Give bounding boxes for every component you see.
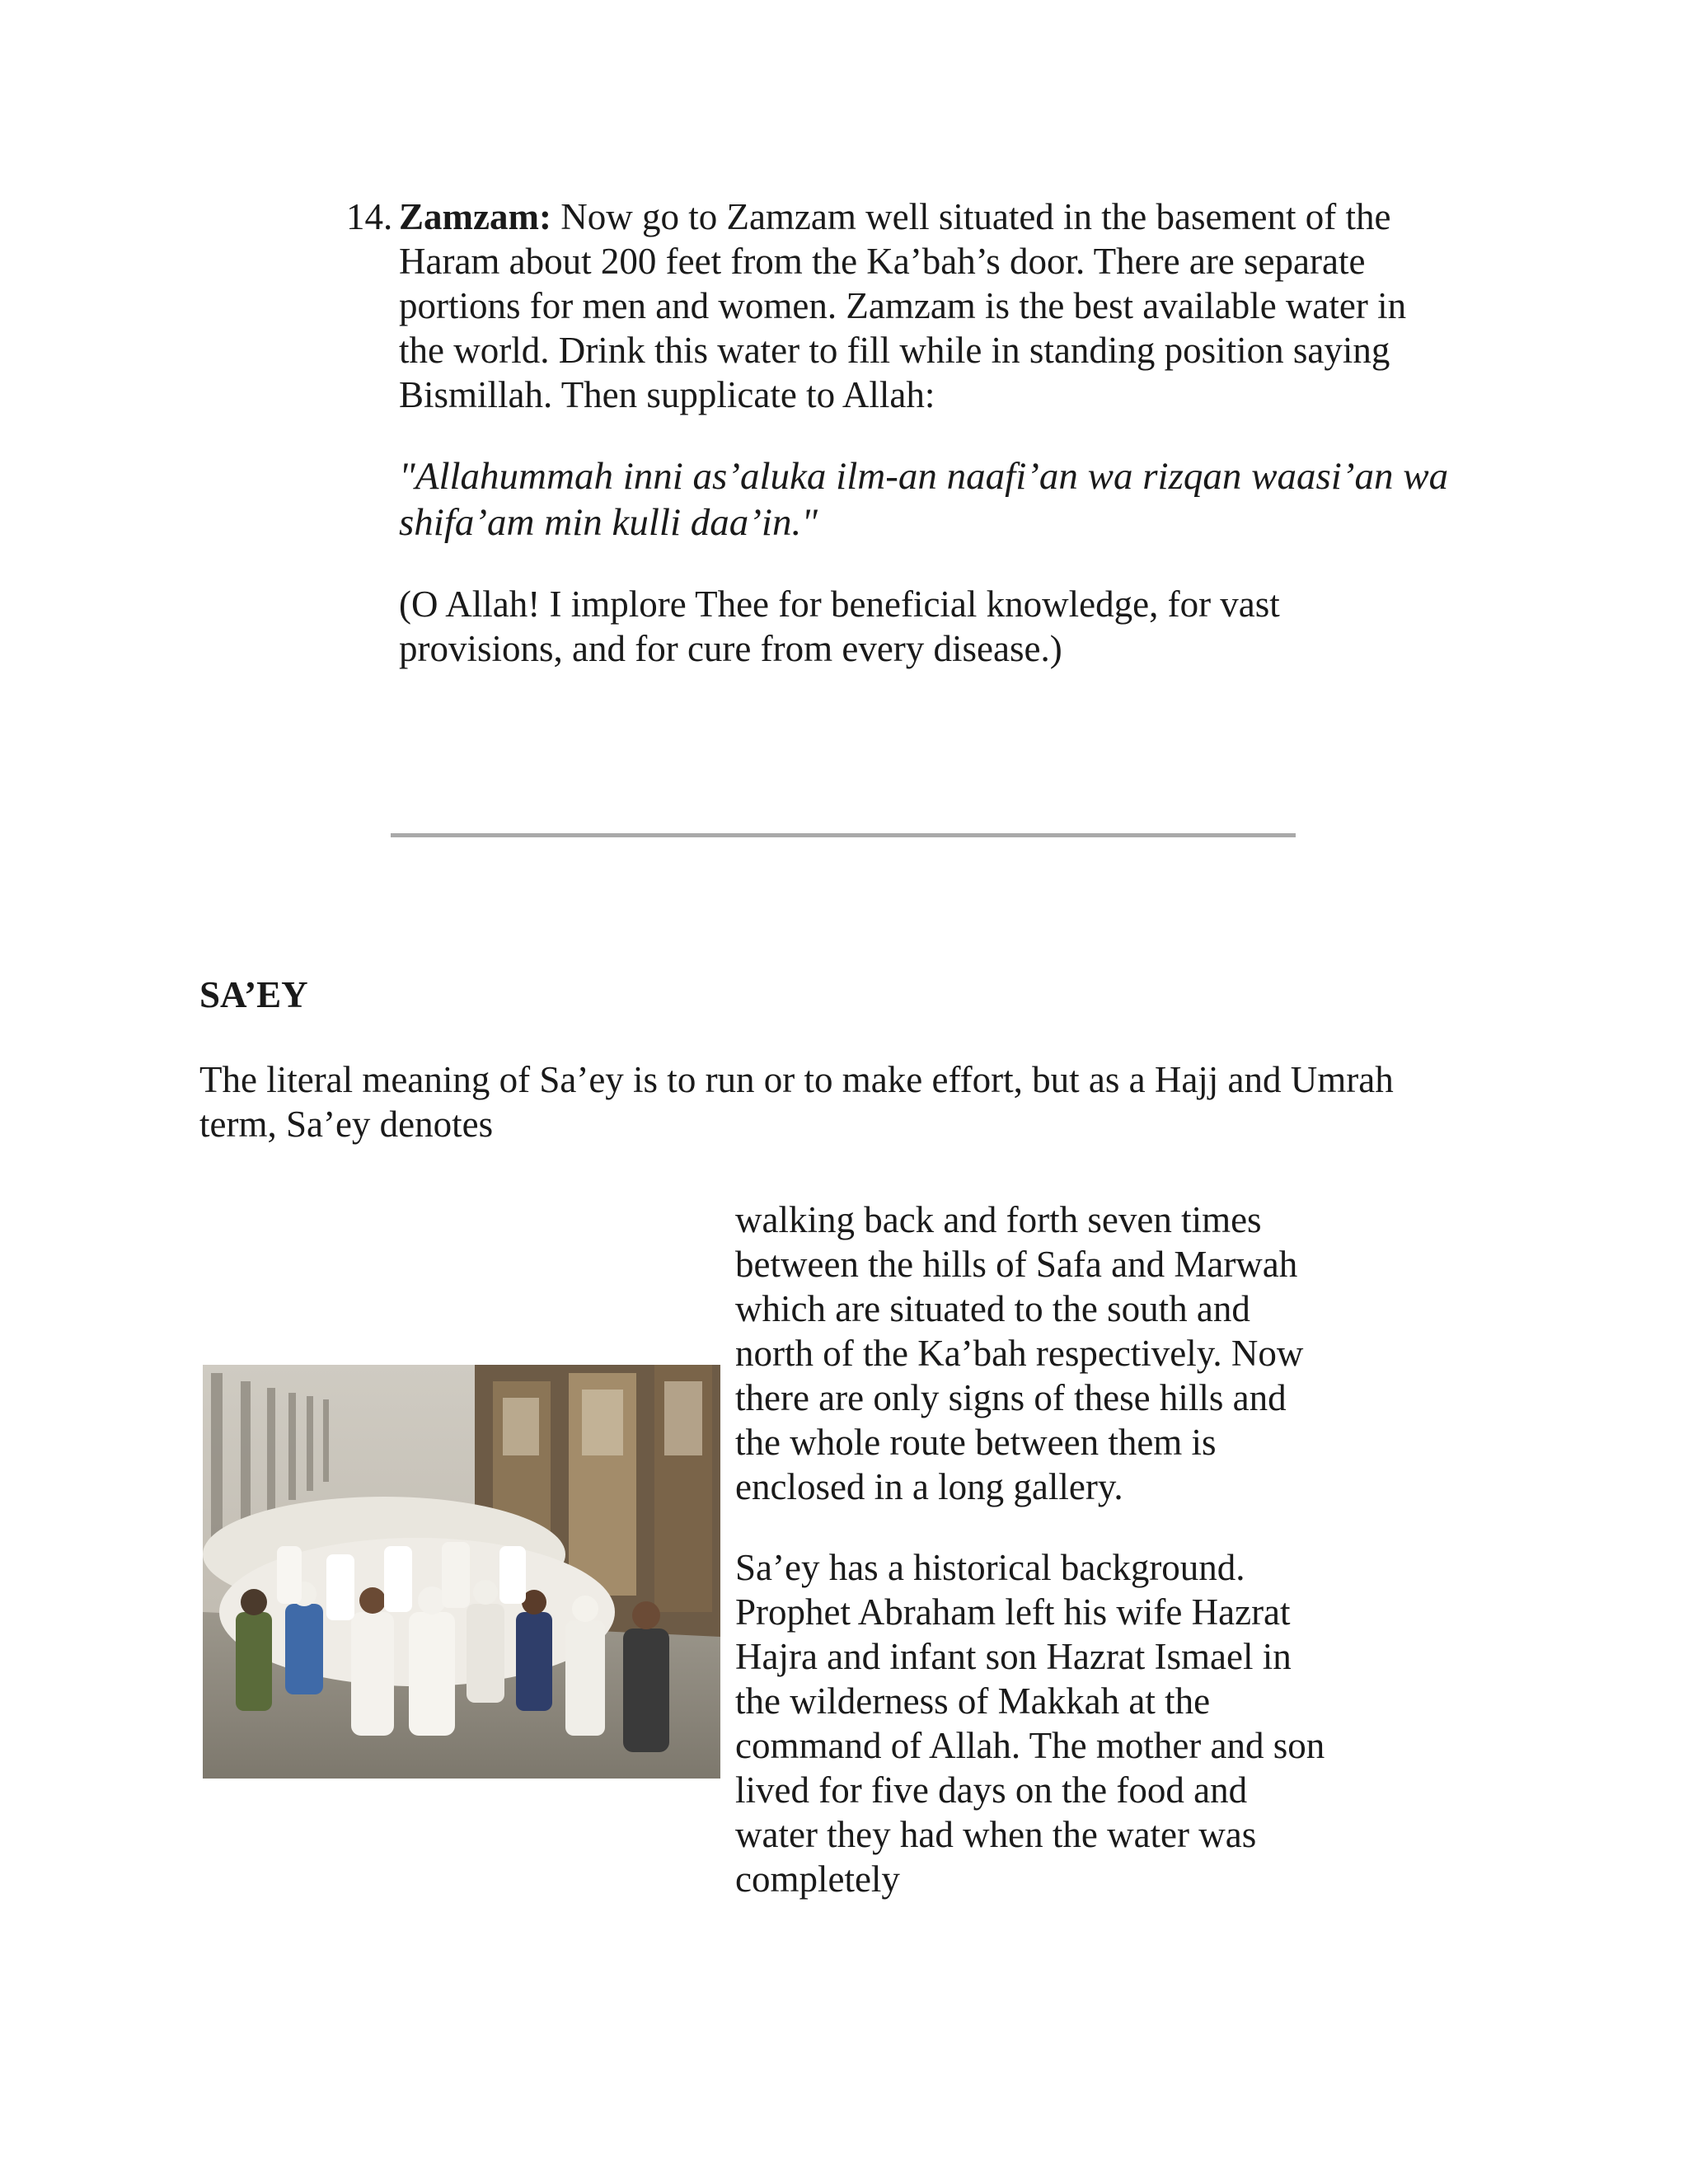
paragraph-saey-description: walking back and forth seven times between the hills of Safa and Marwah which are situated to the south and north of the Ka’bah respectively. Now there are only signs of these hills and the whole route between them is enclosed in a long gallery.	[735, 1199, 1304, 1507]
text-column	[735, 1197, 1329, 1901]
numbered-item-14	[346, 194, 1451, 671]
photo-illustration	[203, 1365, 720, 1779]
supplication-text: "Allahummah inni as’aluka ilm-an naafi’an wa rizqan waasi’an wa shifa’am min kulli daa’in."	[399, 455, 1449, 544]
section-heading: SA’EY	[199, 974, 308, 1015]
item-number: 14.	[346, 196, 393, 237]
supplication-translation: (O Allah! I implore Thee for beneficial knowledge, for vast provisions, and for cure from every disease.)	[399, 583, 1280, 669]
pilgrims-in-gallery-photo	[203, 1365, 720, 1779]
paragraph-saey-history: Sa’ey has a historical background. Prophet Abraham left his wife Hazrat Hajra and infant son Hazrat Ismael in the wilderness of Makkah at the command of Allah. The mother and son lived for five days on the food and water they had when the water was completely	[735, 1547, 1325, 1900]
intro-paragraph: The literal meaning of Sa’ey is to run or to make effort, but as a Hajj and Umrah term, Sa’ey denotes	[199, 1059, 1394, 1145]
item-text: Now go to Zamzam well situated in the basement of the Haram about 200 feet from the Ka’bah’s door. There are separate portions for men and women. Zamzam is the best available water in the world. Drink this water to fill while in standing position saying Bismillah. Then supplicate to Allah:	[399, 196, 1407, 415]
item-paragraph	[399, 194, 1451, 417]
horizontal-divider	[391, 833, 1296, 837]
item-title: Zamzam:	[399, 196, 551, 237]
